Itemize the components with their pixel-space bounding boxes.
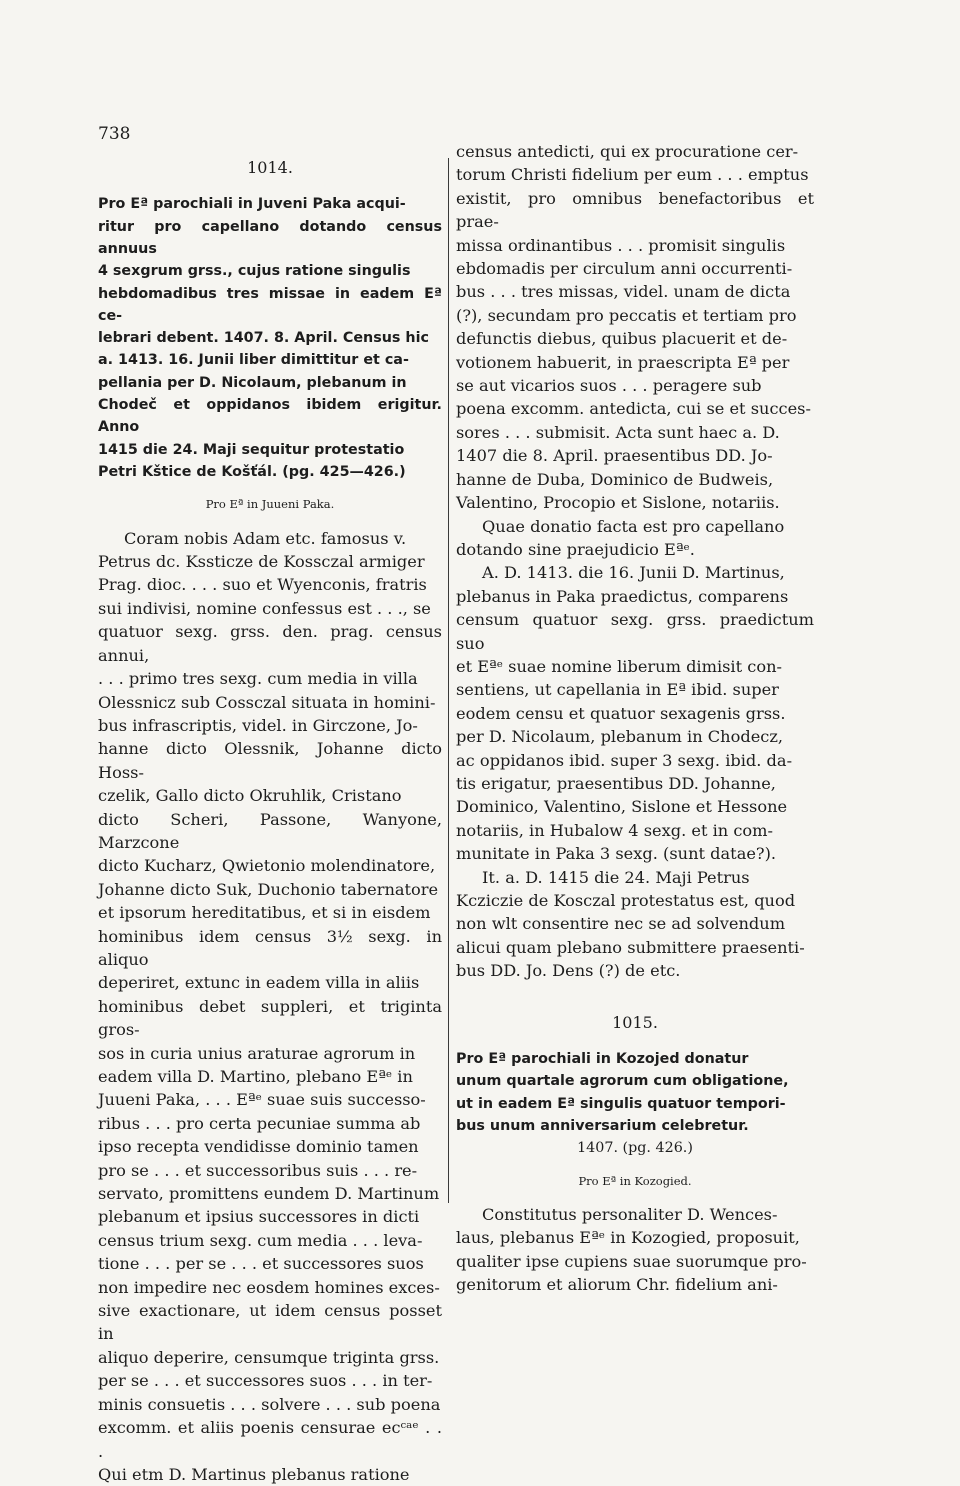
text-line: eodem censu et quatuor sexagenis grss. [456,703,786,723]
text-line: dicto Kucharz, Qwietonio molendinatore, [98,856,436,876]
text-line: votionem habuerit, in praescripta Eª per [456,352,790,372]
charter-1015-subheading: Pro Eª in Kozogied. [578,1173,692,1188]
text-line: servato, promittens eundem D. Martinum [98,1184,440,1204]
text-line: dicto Scheri, Passone, Wanyone, Marzcone [98,809,442,852]
text-line: deperiret, extunc in eadem villa in aliis [98,973,420,993]
charter-1014-regest [98,193,442,483]
text-line: Chodeč et oppidanos ibidem erigitur. Anno [98,397,442,436]
charter-1014-protest-1415 [456,866,814,983]
text-line: excomm. et aliis poenis censurae ecᶜᵃᵉ . . . [98,1418,442,1461]
text-line: Kcziczie de Kosczal protestatus est, quod [456,891,796,910]
text-line: per D. Nicolaum, plebanum in Chodecz, [456,727,784,747]
text-line: A. D. 1413. die 16. Junii D. Martinus, [482,563,785,583]
text-line: sive exactionare, ut idem census posset in [98,1301,442,1344]
text-line: Qui etm D. Martinus plebanus ratione [98,1464,410,1484]
text-line: hanne de Duba, Dominico de Budweis, [456,469,774,489]
text-line: qualiter ipse cupiens suae suorumque pro- [456,1251,807,1271]
text-line: non impedire nec eosdem homines exces- [98,1277,440,1297]
text-line: Petri Kštice de Košťál. (pg. 425—426.) [98,463,406,480]
text-line: Pro Eª parochiali in Kozojed donatur [456,1051,749,1068]
text-line: poena excomm. antedicta, cui se et succes- [456,399,811,419]
text-line: ut in eadem Eª singulis quatuor tempori- [456,1095,786,1112]
text-line: per se . . . et successores suos . . . in ter- [98,1371,433,1391]
charter-1014-body [98,527,442,1486]
text-line: aliquo deperire, censumque triginta grss. [98,1347,440,1367]
text-line: Petrus dc. Kssticze de Kossczal armiger [98,552,425,572]
text-line: ipso recepta vendidisse dominio tamen [98,1137,419,1157]
text-line: torum Christi fidelium per eum . . . emptus [456,165,809,185]
text-line: hominibus idem census 3½ sexg. in aliquo [98,926,442,969]
text-line: tis erigatur, praesentibus DD. Johanne, [456,773,776,793]
text-line: . . . primo tres sexg. cum media in villa [98,669,418,689]
text-line: Quae donatio facta est pro capellano [482,516,785,536]
text-line: plebanus in Paka praedictus, comparens [456,586,789,606]
text-line: hebdomadibus tres missae in eadem Eª ce- [98,285,442,324]
text-line: lebrari debent. 1407. 8. April. Census hic [98,330,429,347]
charter-1015-source: 1407. (pg. 426.) [577,1140,693,1157]
text-line: ebdomadis per circulum anni occurrenti- [456,259,793,279]
text-line: 4 sexgrum grss., cujus ratione singulis [98,263,411,280]
text-line: Valentino, Procopio et Sislone, notariis. [456,493,780,513]
text-line: ribus . . . pro certa pecuniae summa ab [98,1113,421,1133]
text-line: quatuor sexg. grss. den. prag. census annui, [98,622,442,665]
text-line: hanne dicto Olessnik, Johanne dicto Hoss- [98,739,442,782]
text-line: munitate in Paka 3 sexg. (sunt datae?). [456,844,777,864]
text-line: genitorum et aliorum Chr. fidelium ani- [456,1275,778,1295]
text-line: unum quartale agrorum cum obligatione, [456,1073,789,1090]
charter-1015-regest [456,1048,814,1137]
page-number: 738 [98,124,131,144]
text-line: (?), secundam pro peccatis et tertiam pro [456,305,797,325]
text-line: Prag. dioc. . . . suo et Wyenconis, fratris [98,575,427,595]
text-line: Johanne dicto Suk, Duchonio tabernatore [98,879,439,899]
text-line: sos in curia unius araturae agrorum in [98,1043,416,1063]
text-line: se aut vicarios suos . . . peragere sub [456,376,762,396]
text-line: bus unum anniversarium celebretur. [456,1117,749,1134]
charter-number-1014: 1014. [247,158,293,177]
text-line: ac oppidanos ibid. super 3 sexg. ibid. da- [456,750,793,770]
text-line: minis consuetis . . . solvere . . . sub poena [98,1394,441,1414]
text-line: dotando sine praejudicio Eªᵉ. [456,539,695,559]
text-line: plebanum et ipsius successores in dicti [98,1207,420,1227]
text-line: bus . . . tres missas, videl. unam de dicta [456,282,791,302]
text-line: existit, pro omnibus benefactoribus et prae- [456,188,814,232]
text-line: sui indivisi, nomine confessus est . . ., se [98,598,431,618]
text-line: missa ordinantibus . . . promisit singulis [456,235,786,255]
text-line: hominibus debet suppleri, et triginta gros- [98,996,442,1040]
section-gap [456,983,814,1005]
text-line: Constitutus personaliter D. Wences- [482,1204,778,1224]
text-line: eadem villa D. Martino, plebano Eªᵉ in [98,1067,413,1087]
text-line: a. 1413. 16. Junii liber dimittitur et ca- [98,352,409,369]
charter-1014-note [456,515,814,562]
text-line: census trium sexg. cum media . . . leva- [98,1230,423,1250]
text-line: et ipsorum hereditatibus, et si in eisdem [98,903,431,923]
text-line: Juueni Paka, . . . Eªᵉ suae suis successo- [98,1090,426,1110]
text-line: Olessnicz sub Cossczal situata in homini- [98,692,436,712]
text-line: pro se . . . et successoribus suis . . . re- [98,1160,418,1180]
text-line: laus, plebanus Eªᵉ in Kozogied, proposuit, [456,1228,800,1248]
column-divider [448,158,449,1203]
charter-1014-subheading: Pro Eª in Juueni Paka. [205,497,335,512]
text-line: et Eªᵉ suae nomine liberum dimisit con- [456,656,782,676]
text-line: Pro Eª parochiali in Juveni Paka acqui- [98,196,406,213]
text-line: non wlt consentire nec se ad solvendum [456,914,786,934]
charter-1014-continuation [456,140,814,515]
text-line: bus infrascriptis, videl. in Girczone, Jo- [98,715,418,735]
charter-number-1015: 1015. [612,1012,658,1032]
charter-1014-release-1413 [456,561,814,865]
text-line: ritur pro capellano dotando census annuus [98,218,442,257]
text-line: defunctis diebus, quibus placuerit et de- [456,329,788,349]
text-line: 1407 die 8. April. praesentibus DD. Jo- [456,446,773,466]
text-line: czelik, Gallo dicto Okruhlik, Cristano [98,786,402,806]
charter-1015-body [456,1203,814,1297]
text-line: census antedicti, qui ex procuratione cer- [456,142,799,161]
text-line: sores . . . submisit. Acta sunt haec a. D. [456,422,780,442]
text-line: Coram nobis Adam etc. famosus v. [124,528,407,548]
left-column [98,150,442,1486]
text-line: notariis, in Hubalow 4 sexg. et in com- [456,820,773,840]
text-line: pellania per D. Nicolaum, plebanum in [98,374,407,391]
text-line: It. a. D. 1415 die 24. Maji Petrus [482,867,750,887]
text-line: sentiens, ut capellania in Eª ibid. super [456,680,779,700]
text-line: censum quatuor sexg. grss. praedictum suo [456,610,814,653]
text-line: 1415 die 24. Maji sequitur protestatio [98,441,405,458]
text-line: alicui quam plebano submittere praesenti- [456,937,805,957]
text-line: tione . . . per se . . . et successores suos [98,1254,424,1274]
right-column [456,140,814,1297]
text-line: bus DD. Jo. Dens (?) de etc. [456,961,681,981]
text-line: Dominico, Valentino, Sislone et Hessone [456,797,788,817]
